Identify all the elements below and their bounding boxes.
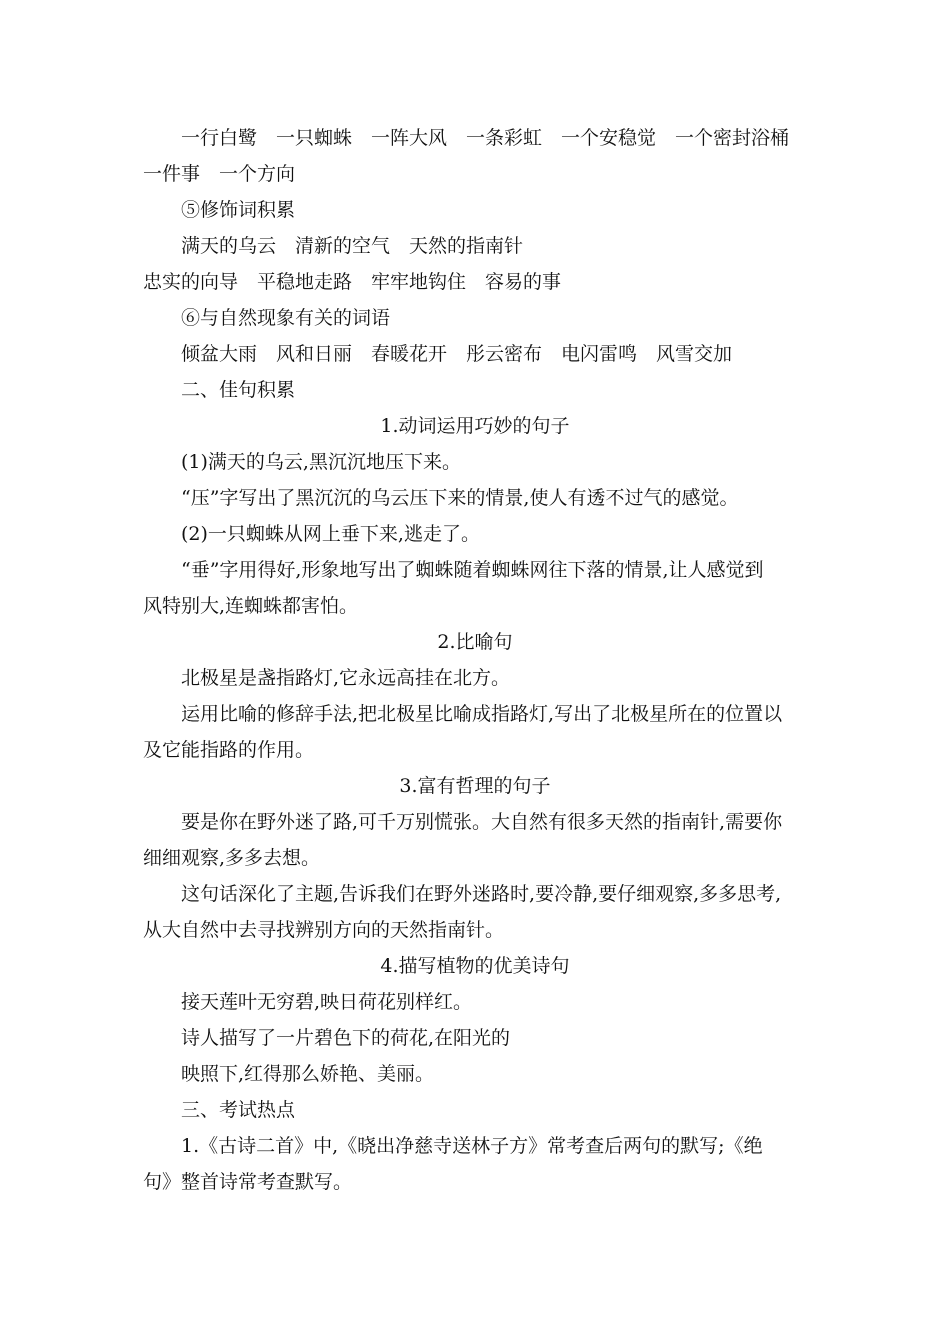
philosophy-sentence-cont: 细细观察,多多去想。 [143, 847, 321, 869]
word-list-modifiers-cont: 忠实的向导 平稳地走路 牢牢地钩住 容易的事 [143, 271, 562, 293]
subheading-verbs: 1.动词运用巧妙的句子 [380, 415, 570, 437]
metaphor-sentence: 北极星是盏指路灯,它永远高挂在北方。 [181, 667, 511, 689]
section-heading-modifiers: ⑤修饰词积累 [181, 199, 296, 221]
explanation-1: “压”字写出了黑沉沉的乌云压下来的情景,使人有透不过气的感觉。 [181, 487, 739, 509]
word-list-quantifiers-cont: 一件事 一个方向 [143, 163, 296, 185]
example-sentence-2: (2)一只蜘蛛从网上垂下来,逃走了。 [181, 523, 480, 545]
section-heading-nature-words: ⑥与自然现象有关的词语 [181, 307, 391, 329]
explanation-2-cont: 风特别大,连蜘蛛都害怕。 [143, 595, 359, 617]
metaphor-explanation-cont: 及它能指路的作用。 [143, 739, 315, 761]
word-list-modifiers: 满天的乌云 清新的空气 天然的指南针 [181, 235, 524, 257]
poem-explanation-cont: 映照下,红得那么娇艳、美丽。 [181, 1063, 435, 1085]
example-sentence-1: (1)满天的乌云,黑沉沉地压下来。 [181, 451, 461, 473]
philosophy-explanation-cont: 从大自然中去寻找辨别方向的天然指南针。 [143, 919, 505, 941]
metaphor-explanation: 运用比喻的修辞手法,把北极星比喻成指路灯,写出了北极星所在的位置以 [181, 703, 783, 725]
explanation-2: “垂”字用得好,形象地写出了蜘蛛随着蜘蛛网往下落的情景,让人感觉到 [181, 559, 764, 581]
exam-point-1: 1.《古诗二首》中,《晓出净慈寺送林子方》常考查后两句的默写;《绝 [181, 1135, 763, 1157]
poem-line: 接天莲叶无穷碧,映日荷花别样红。 [181, 991, 473, 1013]
subheading-metaphor: 2.比喻句 [437, 631, 513, 653]
philosophy-sentence: 要是你在野外迷了路,可千万别慌张。大自然有很多天然的指南针,需要你 [181, 811, 783, 833]
subheading-philosophy: 3.富有哲理的句子 [399, 775, 551, 797]
poem-explanation: 诗人描写了一片碧色下的荷花,在阳光的 [181, 1027, 511, 1049]
exam-point-1-cont: 句》整首诗常考查默写。 [143, 1171, 353, 1193]
word-list-quantifiers: 一行白鹭 一只蜘蛛 一阵大风 一条彩虹 一个安稳觉 一个密封浴桶 [181, 127, 790, 149]
philosophy-explanation: 这句话深化了主题,告诉我们在野外迷路时,要冷静,要仔细观察,多多思考, [181, 883, 782, 905]
subheading-poetry: 4.描写植物的优美诗句 [380, 955, 570, 977]
chapter-heading-exam: 三、考试热点 [181, 1099, 296, 1121]
chapter-heading-sentences: 二、佳句积累 [181, 379, 296, 401]
word-list-nature: 倾盆大雨 风和日丽 春暖花开 彤云密布 电闪雷鸣 风雪交加 [181, 343, 733, 365]
